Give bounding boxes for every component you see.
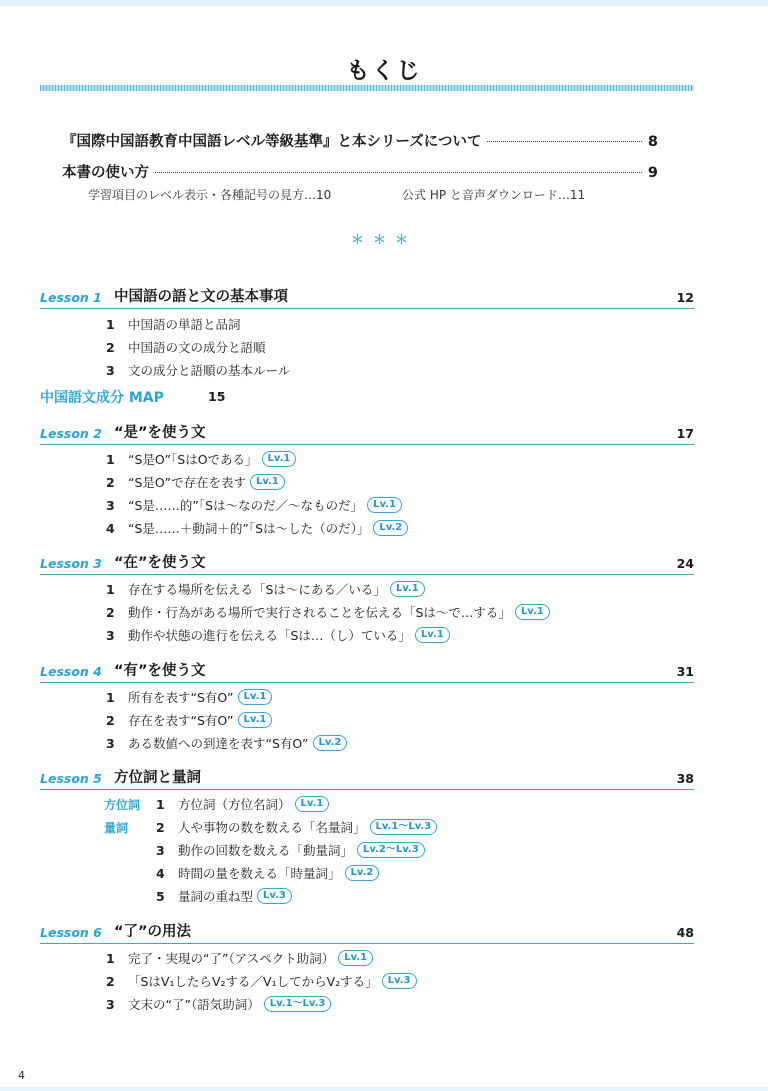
item-text: 「SはV₁したらV₂する／V₁してからV₂する」 — [128, 974, 378, 989]
lesson-title: “在”を使う文 — [114, 555, 206, 571]
item-number: 3 — [106, 996, 115, 1012]
lesson-title: “是”を使う文 — [114, 425, 206, 441]
item-number: 2 — [106, 474, 115, 490]
lesson-heading-4[interactable] — [40, 661, 694, 683]
toc-item[interactable] — [106, 580, 425, 598]
toc-entry-map[interactable]: 中国語文成分 MAP — [40, 390, 164, 406]
bottom-band — [0, 1087, 768, 1091]
item-number: 2 — [106, 973, 115, 989]
lesson-heading-1[interactable] — [40, 287, 694, 309]
leader-dots — [487, 141, 641, 142]
level-badge: Lv.3 — [382, 973, 417, 989]
item-text: “S是O”で存在を表す — [128, 475, 247, 490]
toc-item[interactable] — [106, 734, 347, 752]
level-badge: Lv.2 — [345, 865, 380, 881]
toc-entry-page: 8 — [647, 134, 658, 150]
level-badge: Lv.1 — [515, 604, 550, 620]
item-number: 1 — [106, 689, 115, 705]
item-text: 中国語の文の成分と語順 — [128, 340, 266, 355]
lesson-page: 12 — [676, 290, 694, 305]
title-rule — [40, 85, 694, 91]
toc-entry-map-page: 15 — [208, 389, 226, 404]
toc-entry-label: 本書の使い方 — [62, 165, 149, 181]
toc-item[interactable] — [106, 626, 450, 644]
item-text: 方位詞（方位名詞） — [178, 797, 291, 812]
top-band — [0, 0, 768, 6]
lesson-title: “了”の用法 — [114, 924, 192, 940]
item-number: 1 — [106, 451, 115, 467]
category-label-direction: 方位詞 — [104, 798, 141, 812]
level-badge: Lv.1～Lv.3 — [264, 996, 332, 1012]
lesson-title: 中国語の語と文の基本事項 — [114, 289, 288, 305]
toc-item[interactable] — [156, 864, 379, 882]
item-text: “S是O”「SはOである」 — [128, 452, 258, 467]
level-badge: Lv.1 — [295, 796, 330, 812]
toc-item[interactable] — [106, 711, 272, 729]
toc-item[interactable] — [106, 995, 331, 1013]
item-number: 4 — [156, 865, 165, 881]
toc-entry-how-to-use[interactable] — [62, 161, 658, 182]
toc-item[interactable] — [106, 949, 373, 967]
item-text: 存在を表す“S有O” — [128, 713, 234, 728]
category-label-measure: 量詞 — [104, 821, 129, 835]
item-number: 1 — [156, 796, 165, 812]
item-number: 2 — [106, 604, 115, 620]
level-badge: Lv.1 — [390, 581, 425, 597]
level-badge: Lv.1 — [338, 950, 373, 966]
section-separator-stars: ＊＊＊ — [350, 233, 417, 248]
lesson-heading-5[interactable] — [40, 768, 694, 790]
lesson-title: “有”を使う文 — [114, 663, 206, 679]
level-badge: Lv.1 — [415, 627, 450, 643]
lesson-number: Lesson 2 — [40, 426, 102, 441]
item-text: “S是……＋動詞＋的”「Sは～した（のだ）」 — [128, 521, 370, 536]
toc-subentry-level-display[interactable]: 学習項目のレベル表示・各種記号の見方…10 — [88, 188, 332, 202]
lesson-heading-6[interactable] — [40, 922, 694, 944]
toc-item[interactable] — [156, 818, 437, 836]
item-text: 量詞の重ね型 — [178, 889, 254, 904]
item-number: 3 — [106, 735, 115, 751]
toc-item[interactable] — [106, 315, 241, 333]
item-number: 2 — [106, 712, 115, 728]
level-badge: Lv.2 — [313, 735, 348, 751]
page-title: もくじ — [346, 58, 422, 84]
toc-item[interactable] — [156, 841, 425, 859]
lesson-heading-3[interactable] — [40, 553, 694, 575]
item-text: 所有を表す“S有O” — [128, 690, 234, 705]
level-badge: Lv.1 — [262, 451, 297, 467]
level-badge: Lv.3 — [257, 888, 292, 904]
toc-item[interactable] — [106, 473, 285, 491]
leader-dots — [155, 172, 642, 173]
level-badge: Lv.1 — [238, 712, 273, 728]
toc-entry-page: 9 — [647, 165, 658, 181]
level-badge: Lv.2～Lv.3 — [357, 842, 425, 858]
item-text: 人や事物の数を数える「名量詞」 — [178, 820, 366, 835]
page-number: 4 — [18, 1069, 25, 1082]
item-number: 2 — [156, 819, 165, 835]
item-text: 動作・行為がある場所で実行されることを伝える「Sは～で…する」 — [128, 605, 511, 620]
toc-item[interactable] — [106, 603, 550, 621]
lesson-page: 31 — [676, 664, 694, 679]
lesson-title: 方位詞と量詞 — [114, 770, 201, 786]
level-badge: Lv.2 — [373, 520, 408, 536]
toc-item[interactable] — [106, 361, 290, 379]
toc-subentry-audio-download[interactable]: 公式 HP と音声ダウンロード…11 — [402, 188, 586, 202]
toc-item[interactable] — [106, 972, 417, 990]
item-number: 1 — [106, 950, 115, 966]
lesson-number: Lesson 5 — [40, 771, 102, 786]
toc-item[interactable] — [156, 795, 329, 813]
toc-entry-label: 『国際中国語教育中国語レベル等級基準』と本シリーズについて — [62, 134, 482, 150]
lesson-number: Lesson 1 — [40, 290, 102, 305]
lesson-page: 38 — [676, 771, 694, 786]
lesson-page: 17 — [676, 426, 694, 441]
item-text: 中国語の単語と品詞 — [128, 317, 241, 332]
toc-item[interactable] — [106, 688, 272, 706]
lesson-number: Lesson 6 — [40, 925, 102, 940]
item-text: 完了・実現の“了”（アスペクト助詞） — [128, 951, 335, 966]
item-text: ある数値への到達を表す“S有O” — [128, 736, 309, 751]
item-number: 4 — [106, 520, 115, 536]
toc-item[interactable] — [106, 496, 402, 514]
item-text: “S是……的”「Sは～なのだ／～なものだ」 — [128, 498, 364, 513]
item-number: 1 — [106, 316, 115, 332]
item-text: 時間の量を数える「時量詞」 — [178, 866, 341, 881]
toc-entry-series-intro[interactable] — [62, 130, 658, 151]
item-text: 文の成分と語順の基本ルール — [128, 363, 291, 378]
level-badge: Lv.1 — [367, 497, 402, 513]
lesson-number: Lesson 3 — [40, 556, 102, 571]
lesson-page: 48 — [676, 925, 694, 940]
item-text: 動作の回数を数える「動量詞」 — [178, 843, 354, 858]
item-number: 3 — [106, 627, 115, 643]
toc-item[interactable] — [106, 450, 296, 468]
level-badge: Lv.1～Lv.3 — [370, 819, 438, 835]
item-number: 2 — [106, 339, 115, 355]
item-text: 動作や状態の進行を伝える「Sは…（し）ている」 — [128, 628, 411, 643]
item-number: 3 — [106, 497, 115, 513]
item-text: 文末の“了”（語気助詞） — [128, 997, 260, 1012]
toc-item[interactable] — [106, 338, 266, 356]
toc-item[interactable] — [106, 519, 408, 537]
item-number: 1 — [106, 581, 115, 597]
item-number: 3 — [106, 362, 115, 378]
item-number: 5 — [156, 888, 165, 904]
item-text: 存在する場所を伝える「Sは～にある／いる」 — [128, 582, 386, 597]
toc-item[interactable] — [156, 887, 292, 905]
lesson-number: Lesson 4 — [40, 664, 102, 679]
lesson-page: 24 — [676, 556, 694, 571]
level-badge: Lv.1 — [238, 689, 273, 705]
lesson-heading-2[interactable] — [40, 423, 694, 445]
level-badge: Lv.1 — [250, 474, 285, 490]
item-number: 3 — [156, 842, 165, 858]
